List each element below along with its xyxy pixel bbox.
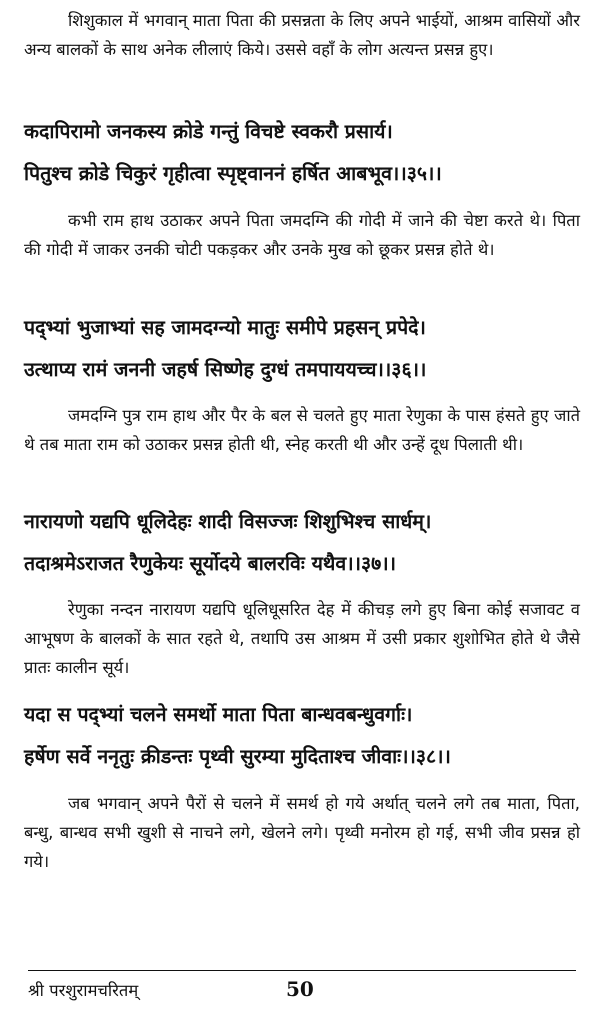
verse-38-line-1: यदा स पद्भ्यां चलने समर्थो माता पिता बान्धवबन्धुवर्गाः। (24, 703, 413, 726)
commentary-paragraph-1: शिशुकाल में भगवान् माता पिता की प्रसन्नता के लिए अपने भाईयों, आश्रम वासियों और अन्य बालकों के साथ अनेक लीलाएं किये। उससे वहाँ के लोग अत्यन्त प्रसन्न हुए। (24, 11, 580, 59)
verse-36-line-2: उत्थाप्य रामं जननी जहर्ष सिष्णेह दुग्धं तमपाययच्च।।३६।। (24, 358, 427, 381)
verse-37-line-2: तदाश्रमेऽराजत रैणुकेयः सूर्योदये बालरविः यथैव।।३७।। (24, 552, 397, 575)
footer-divider (28, 970, 576, 971)
verse-37-line-1: नारायणो यद्यपि धूलिदेहः शादी विसज्जः शिशुभिश्च सार्धम्। (24, 510, 432, 533)
footer-book-title: श्री परशुरामचरितम् (28, 981, 139, 1000)
commentary-paragraph-3: जमदग्नि पुत्र राम हाथ और पैर के बल से चलते हुए माता रेणुका के पास हंसते हुए जाते थे तब माता राम को उठाकर प्रसन्न होती थी, स्नेह करती थी और उन्हें दूध पिलाती थी। (24, 406, 580, 454)
page-number: 50 (286, 977, 314, 1001)
commentary-paragraph-5: जब भगवान् अपने पैरों से चलने में समर्थ हो गये अर्थात् चलने लगे तब माता, पिता, बन्धु, बान्धव सभी खुशी से नाचने लगे, खेलने लगे। पृथ्वी मनोरम हो गई, सभी जीव प्रसन्न हो गये। (24, 794, 580, 871)
commentary-paragraph-4: रेणुका नन्दन नारायण यद्यपि धूलिधूसरित देह में कीचड़ लगे हुए बिना कोई सजावट व आभूषण के बालकों के सात रहते थे, तथापि उस आश्रम में उसी प्रकार शुशोभित होते थे जैसे प्रातः कालीन सूर्य। (24, 600, 580, 677)
verse-38-line-2: हर्षेण सर्वे ननृतुः क्रीडन्तः पृथ्वी सुरम्या मुदिताश्च जीवाः।।३८।। (24, 745, 451, 768)
verse-36-line-1: पद्भ्यां भुजाभ्यां सह जामदग्न्यो मातुः समीपे प्रहसन् प्रपेदे। (24, 316, 426, 339)
verse-35-line-2: पितुश्च क्रोडे चिकुरं गृहीत्वा स्पृष्ट्वाननं हर्षित आबभूव।।३५।। (24, 162, 442, 185)
verse-35-line-1: कदापिरामो जनकस्य क्रोडे गन्तुं विचष्टे स्वकरौ प्रसार्य। (24, 120, 393, 143)
commentary-paragraph-2: कभी राम हाथ उठाकर अपने पिता जमदग्नि की गोदी में जाने की चेष्टा करते थे। पिता की गोदी में जाकर उनकी चोटी पकड़कर और उनके मुख को छूकर प्रसन्न होते थे। (24, 211, 580, 259)
